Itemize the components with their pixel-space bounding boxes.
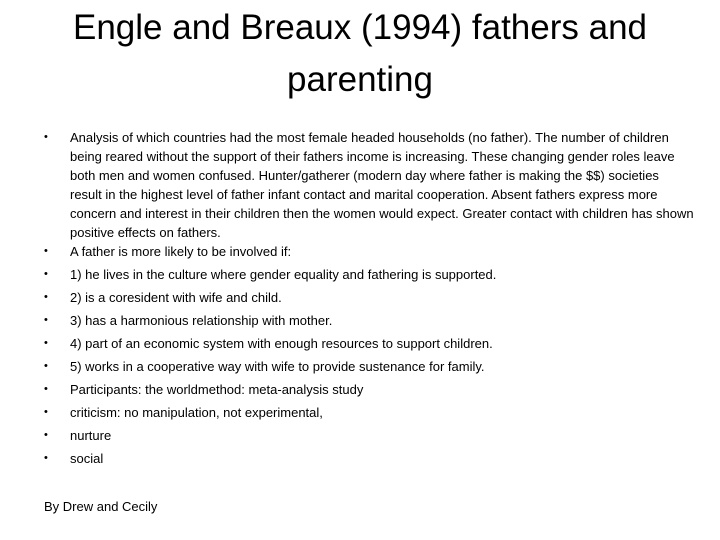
- bullet-text: 1) he lives in the culture where gender equality and fathering is supported.: [70, 267, 497, 282]
- bullet-item: [44, 403, 694, 422]
- bullet-text: 5) works in a cooperative way with wife to provide sustenance for family.: [70, 359, 485, 374]
- bullet-icon: •: [44, 268, 48, 280]
- bullet-text: social: [70, 451, 104, 466]
- bullet-text: criticism: no manipulation, not experimental,: [70, 405, 323, 420]
- bullet-item: [44, 380, 694, 399]
- bullet-icon: •: [44, 131, 48, 143]
- bullet-icon: •: [44, 383, 48, 395]
- bullet-icon: •: [44, 406, 48, 418]
- bullet-icon: •: [44, 429, 48, 441]
- bullet-item: [44, 449, 694, 468]
- bullet-item: [44, 311, 694, 330]
- bullet-text: 2) is a coresident with wife and child.: [70, 290, 282, 305]
- bullet-text: Participants: the worldmethod: meta-analysis study: [70, 382, 364, 397]
- bullet-item: [44, 288, 694, 307]
- bullet-icon: •: [44, 291, 48, 303]
- bullet-item: [44, 426, 694, 445]
- bullet-text: 4) part of an economic system with enough resources to support children.: [70, 336, 493, 351]
- bullet-list: [44, 128, 694, 472]
- bullet-item: [44, 334, 694, 353]
- bullet-text: nurture: [70, 428, 112, 443]
- bullet-item: [44, 357, 694, 376]
- bullet-item: [44, 242, 694, 261]
- bullet-icon: •: [44, 452, 48, 464]
- bullet-text: 3) has a harmonious relationship with mother.: [70, 313, 333, 328]
- bullet-icon: •: [44, 314, 48, 326]
- byline: By Drew and Cecily: [44, 499, 158, 514]
- bullet-text: Analysis of which countries had the most female headed households (no father). The number of children being reared without the support of their fathers income is increasing. These changing gender roles leave both men and women confused. Hunter/gatherer (modern day where father is making the $$) societies result in the highest level of father infant contact and marital cooperation. Absent fathers express more concern and interest in their children then the women would expect. Greater contact with children has shown positive effects on fathers.: [70, 130, 694, 240]
- bullet-icon: •: [44, 337, 48, 349]
- bullet-text: A father is more likely to be involved if:: [70, 244, 292, 259]
- bullet-icon: •: [44, 245, 48, 257]
- bullet-item: [44, 265, 694, 284]
- slide-title: Engle and Breaux (1994) fathers and parenting: [73, 8, 647, 99]
- bullet-icon: •: [44, 360, 48, 372]
- bullet-item: [44, 128, 694, 242]
